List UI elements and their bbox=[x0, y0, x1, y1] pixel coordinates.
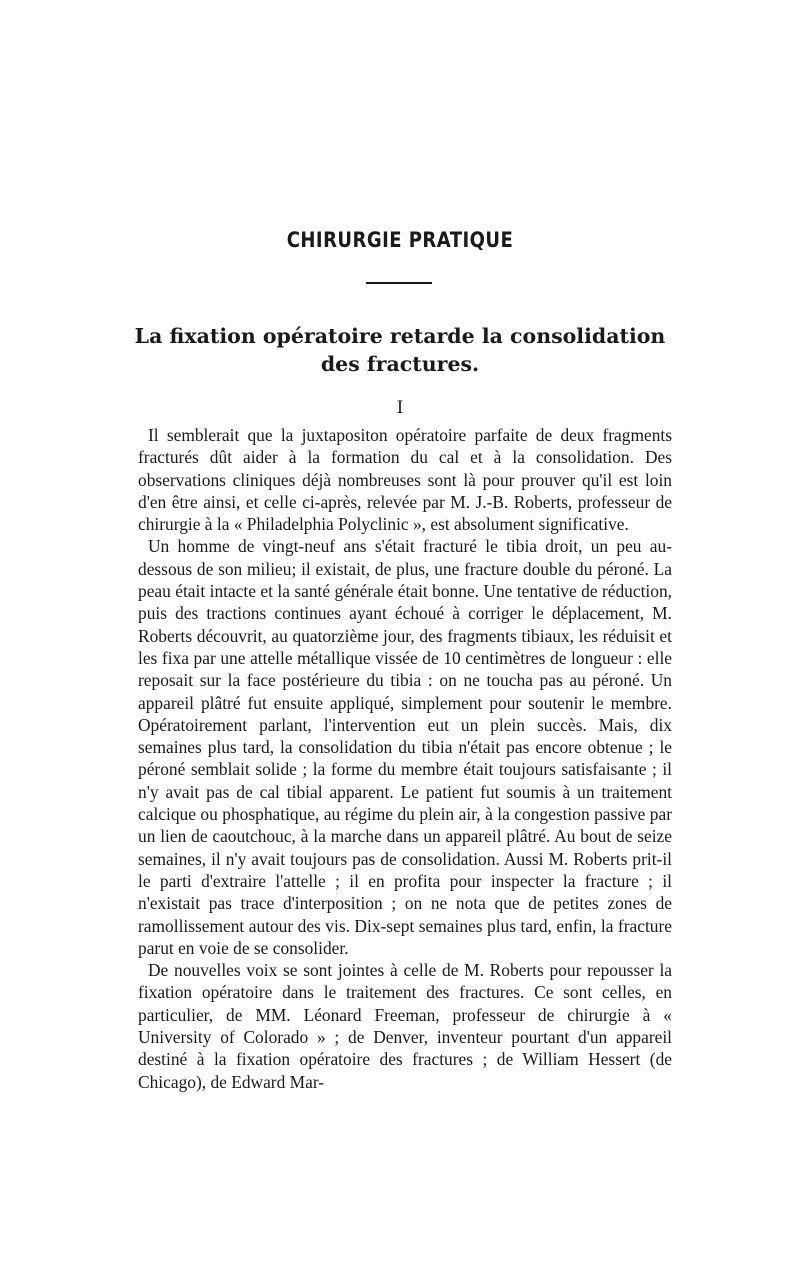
paragraph-3: De nouvelles voix se sont jointes à celle de M. Roberts pour repousser la fixation opératoire dans le traitement des fractures. Ce sont celles, en particulier, de MM. Léonard Freeman, professeur de chirurgie à « University of Colorado » ; de Denver, inventeur pourtant d'un appareil destiné à la fixation opératoire des fractures ; de William Hessert (de Chicago), de Edward Mar- bbox=[138, 960, 672, 1092]
paragraph-2: Un homme de vingt-neuf ans s'était fracturé le tibia droit, un peu au-dessous de son milieu; il existait, de plus, une fracture double du péroné. La peau était intacte et la santé générale était bonne. Une tentative de réduction, puis des tractions continues ayant échoué à corriger le déplacement, M. Roberts découvrit, au quatorzième jour, des fragments tibiaux, les réduisit et les fixa par une attelle métallique vissée de 10 centimètres de longueur : elle reposait sur la face postérieure du tibia : on ne toucha pas au péroné. Un appareil plâtré fut ensuite appliqué, simplement pour soutenir le membre. Opératoirement parlant, l'intervention eut un plein succès. Mais, dix semaines plus tard, la consolidation du tibia n'était pas encore obtenue ; le péroné semblait solide ; la forme du membre était toujours satisfaisante ; il n'y avait pas de cal tibial apparent. Le patient fut soumis à un traitement calcique ou phosphatique, au régime du plein air, à la congestion passive par un lien de caoutchouc, à la marche dans un appareil plâtré. Au bout de seize semaines, il n'y avait toujours pas de consolidation. Aussi M. Roberts prit-il le parti d'extraire l'attelle ; il en profita pour inspecter la fracture ; il n'existait pas trace d'interposition ; on ne nota que de petites zones de ramollissement autour des vis. Dix-sept semaines plus tard, enfin, la fracture parut en voie de se consolider. bbox=[138, 536, 672, 958]
article-title-line-1: La fixation opératoire retarde la consolidation bbox=[134, 324, 666, 348]
article-title bbox=[0, 322, 800, 378]
article-title-line-2: des fractures. bbox=[320, 352, 480, 376]
heading-divider bbox=[366, 282, 432, 284]
section-heading: CHIRURGIE PRATIQUE bbox=[286, 228, 514, 252]
article-body bbox=[138, 424, 672, 1093]
paragraph-1: Il semblerait que la juxtapositon opératoire parfaite de deux fragments fracturés dût aider à la formation du cal et à la consolidation. Des observations cliniques déjà nombreuses sont là pour prouver qu'il est loin d'en être ainsi, et celle ci-après, relevée par M. J.-B. Roberts, professeur de chirurgie à la « Philadelphia Polyclinic », est absolument significative. bbox=[138, 425, 672, 535]
part-number: I bbox=[396, 398, 404, 418]
